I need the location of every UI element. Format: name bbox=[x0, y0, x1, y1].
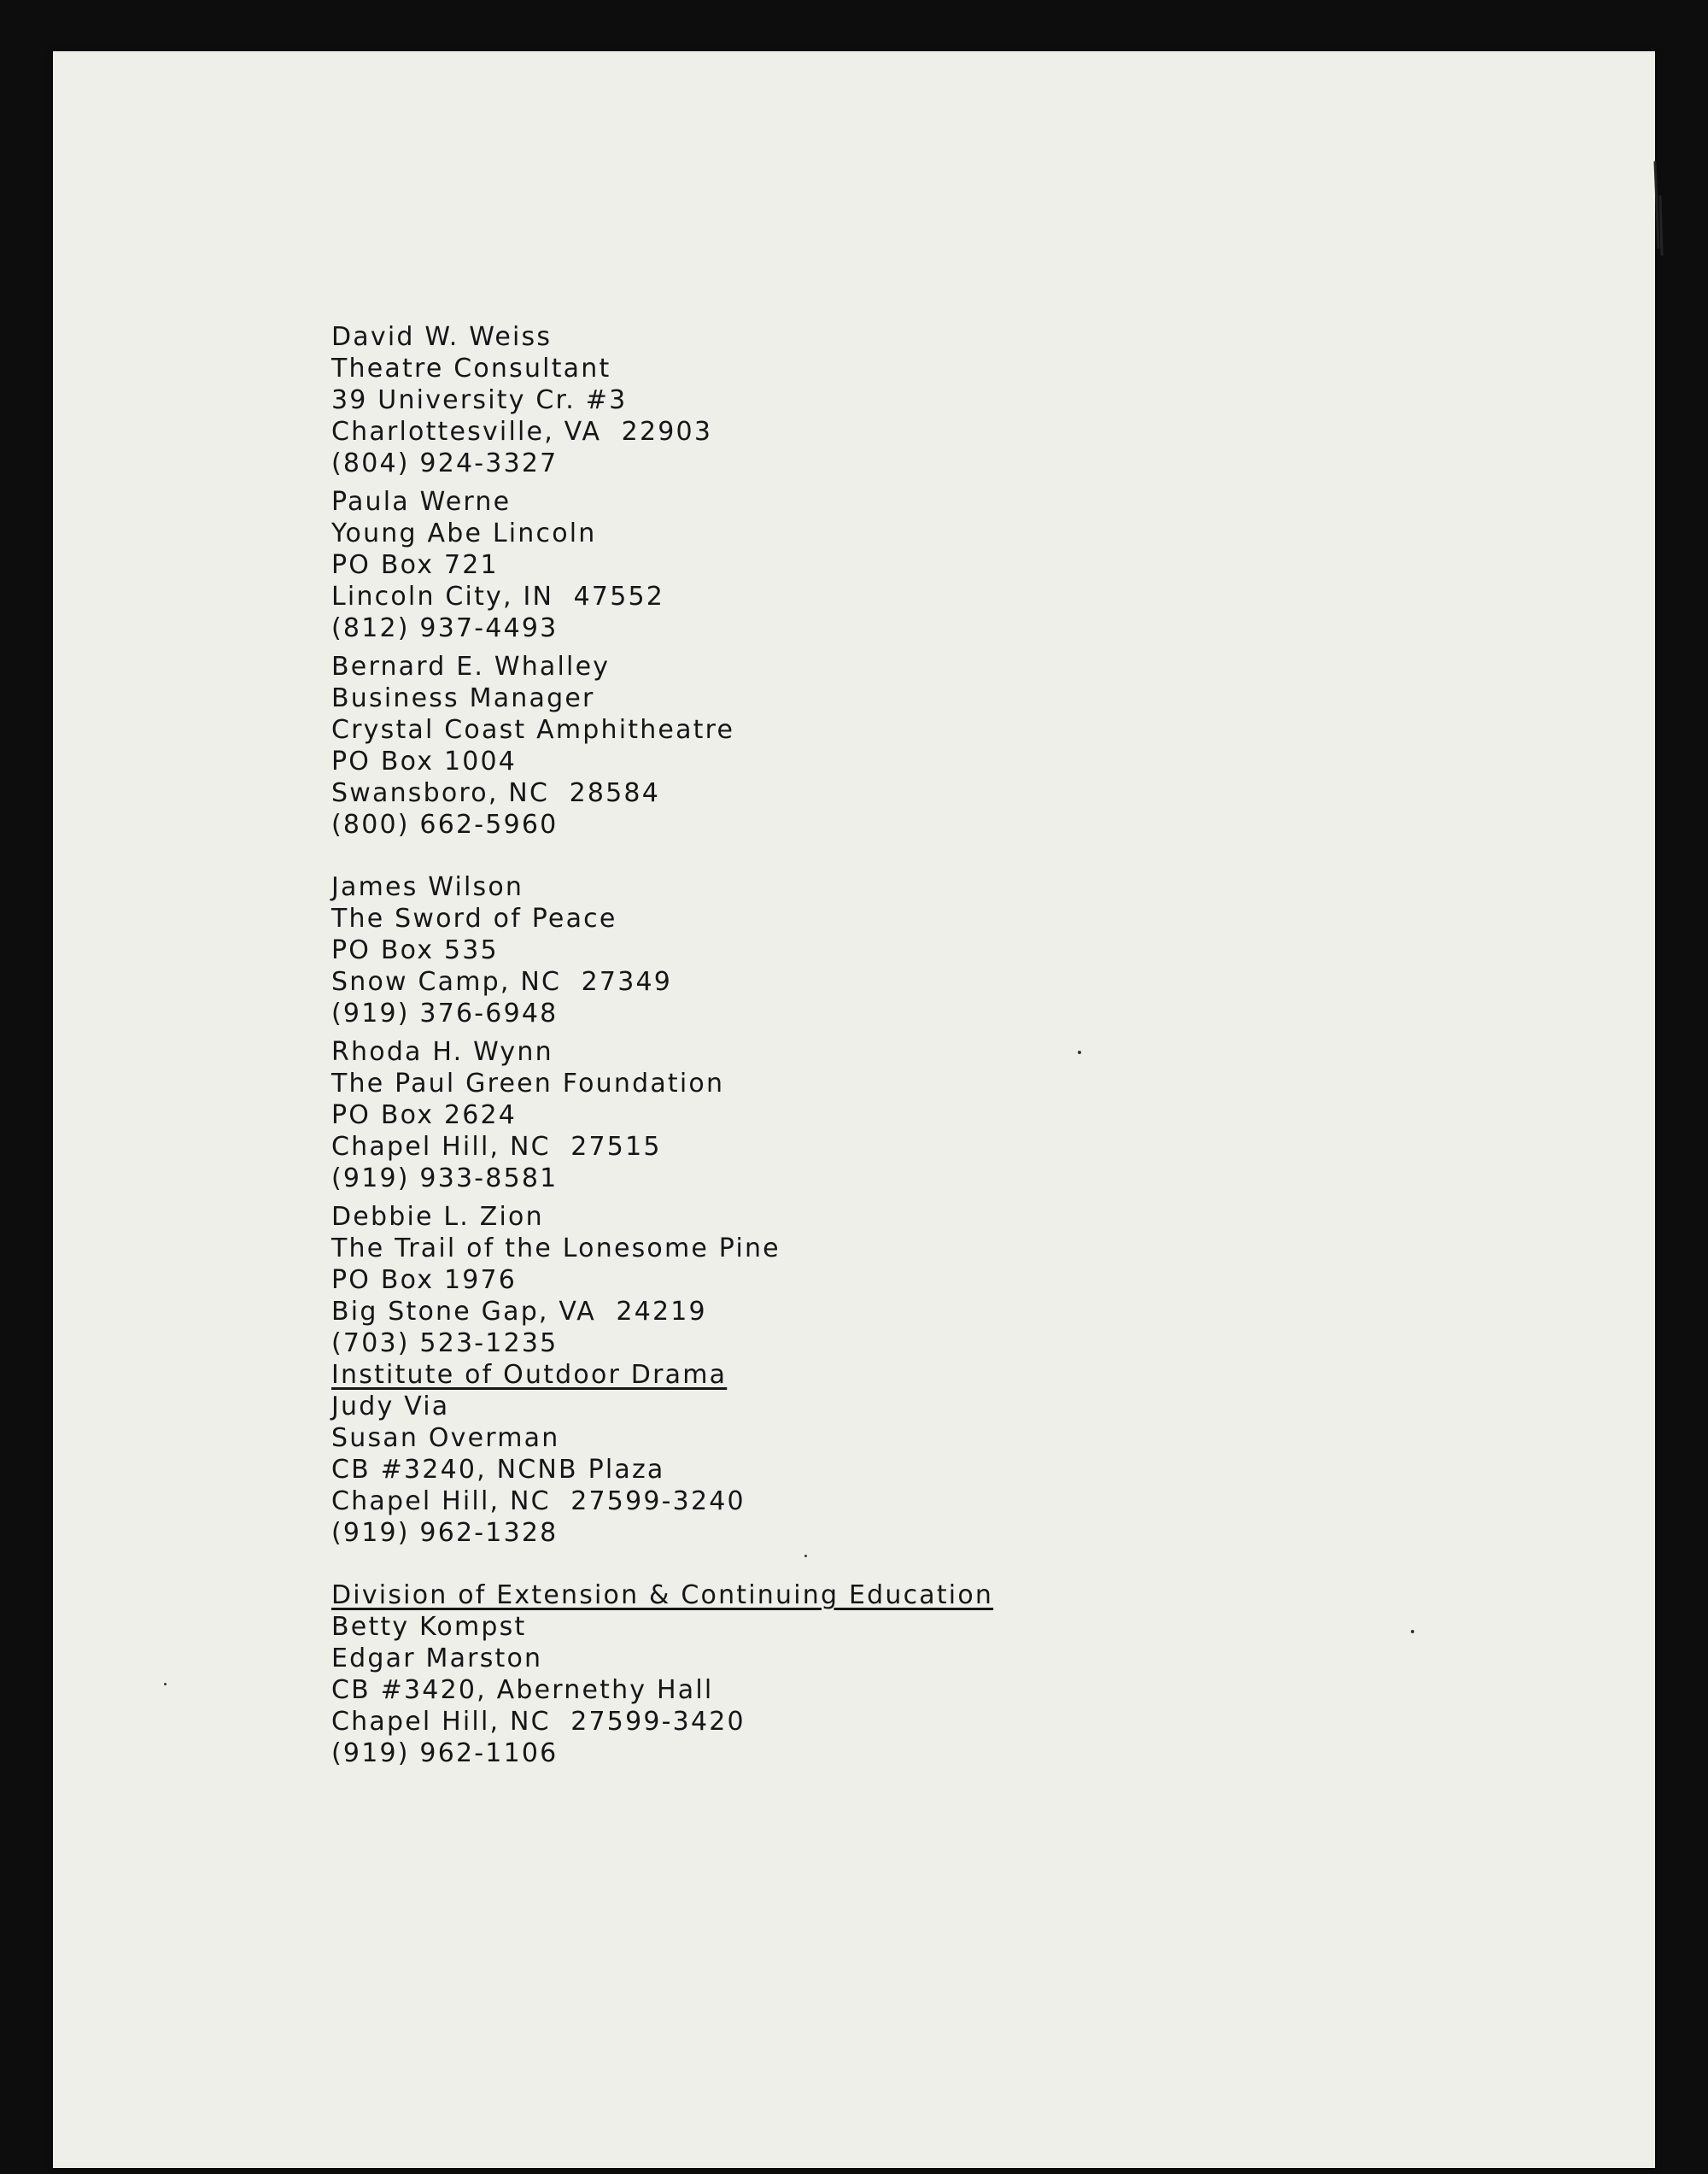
street-address: 39 University Cr. #3 bbox=[331, 385, 628, 415]
section-heading: Institute of Outdoor Drama bbox=[331, 1360, 728, 1390]
address-entry bbox=[331, 1201, 1356, 1359]
phone-number: (804) 924-3327 bbox=[331, 448, 559, 478]
organization: Crystal Coast Amphitheatre bbox=[331, 715, 735, 745]
document-page bbox=[53, 51, 1655, 2168]
phone-number: (800) 662-5960 bbox=[331, 810, 559, 840]
organization: Young Abe Lincoln bbox=[331, 519, 597, 548]
paper-speck bbox=[1411, 1630, 1414, 1633]
po-box: PO Box 1004 bbox=[331, 747, 518, 776]
contact-name: Debbie L. Zion bbox=[331, 1202, 544, 1232]
contact-title: Theatre Consultant bbox=[331, 354, 611, 384]
organization: The Sword of Peace bbox=[331, 904, 617, 934]
city-state-zip: Lincoln City, IN 47552 bbox=[331, 582, 665, 612]
organization: The Paul Green Foundation bbox=[331, 1069, 725, 1099]
city-state-zip: Chapel Hill, NC 27515 bbox=[331, 1132, 662, 1162]
address-entry bbox=[331, 1359, 1356, 1549]
address-entry bbox=[331, 871, 1356, 1029]
street-address: CB #3420, Abernethy Hall bbox=[331, 1675, 714, 1705]
po-box: PO Box 1976 bbox=[331, 1265, 518, 1295]
contact-name: Judy Via bbox=[331, 1392, 450, 1421]
organization: The Trail of the Lonesome Pine bbox=[331, 1233, 781, 1263]
city-state-zip: Chapel Hill, NC 27599-3240 bbox=[331, 1486, 746, 1516]
contact-title: Business Manager bbox=[331, 683, 595, 713]
city-state-zip: Big Stone Gap, VA 24219 bbox=[331, 1297, 707, 1327]
city-state-zip: Swansboro, NC 28584 bbox=[331, 778, 661, 808]
address-entry bbox=[331, 1579, 1356, 1769]
handwritten-page-number bbox=[1653, 154, 1664, 256]
contact-name: Betty Kompst bbox=[331, 1612, 527, 1642]
paper-speck bbox=[804, 1555, 807, 1557]
city-state-zip: Charlottesville, VA 22903 bbox=[331, 417, 713, 447]
contact-name: David W. Weiss bbox=[331, 322, 553, 352]
contact-name: Rhoda H. Wynn bbox=[331, 1037, 553, 1067]
phone-number: (703) 523-1235 bbox=[331, 1328, 559, 1358]
po-box: PO Box 721 bbox=[331, 550, 499, 580]
contact-name: Edgar Marston bbox=[331, 1644, 543, 1673]
address-list bbox=[331, 321, 1356, 1769]
phone-number: (919) 962-1328 bbox=[331, 1518, 559, 1548]
phone-number: (812) 937-4493 bbox=[331, 613, 559, 643]
address-entry bbox=[331, 321, 1356, 479]
phone-number: (919) 962-1106 bbox=[331, 1738, 559, 1768]
paper-speck bbox=[164, 1683, 167, 1685]
po-box: PO Box 535 bbox=[331, 935, 499, 965]
section-heading: Division of Extension & Continuing Education bbox=[331, 1580, 994, 1610]
address-entry bbox=[331, 1036, 1356, 1194]
contact-name: Susan Overman bbox=[331, 1423, 560, 1453]
address-entry bbox=[331, 486, 1356, 644]
street-address: CB #3240, NCNB Plaza bbox=[331, 1455, 665, 1485]
contact-name: Paula Werne bbox=[331, 487, 512, 517]
paper-speck bbox=[1078, 1051, 1081, 1054]
city-state-zip: Chapel Hill, NC 27599-3420 bbox=[331, 1707, 746, 1737]
po-box: PO Box 2624 bbox=[331, 1100, 518, 1130]
contact-name: James Wilson bbox=[331, 872, 524, 902]
phone-number: (919) 933-8581 bbox=[331, 1163, 559, 1193]
contact-name: Bernard E. Whalley bbox=[331, 652, 611, 682]
address-entry bbox=[331, 651, 1356, 841]
city-state-zip: Snow Camp, NC 27349 bbox=[331, 967, 673, 997]
phone-number: (919) 376-6948 bbox=[331, 999, 559, 1028]
